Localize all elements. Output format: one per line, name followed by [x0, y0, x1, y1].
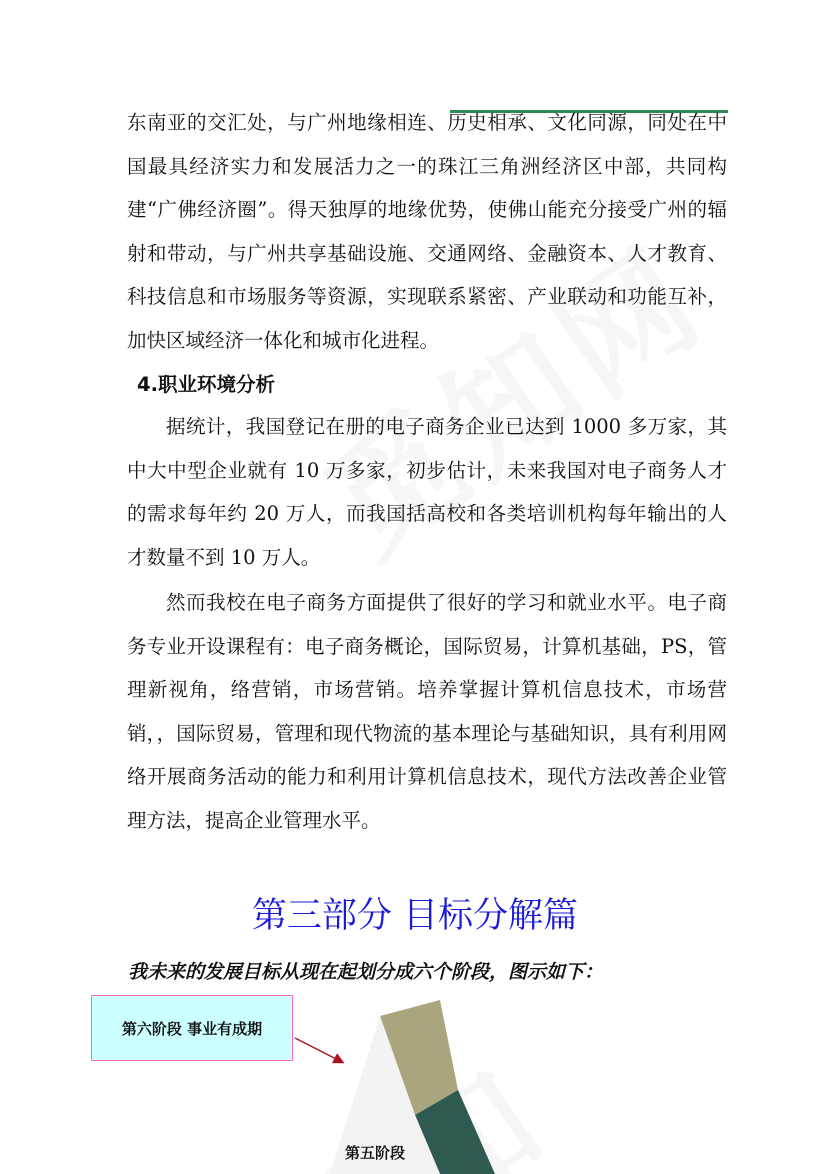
stage-six-box	[91, 995, 293, 1061]
stage-five-label: 第五阶段	[345, 1144, 406, 1162]
paragraph-foshan-location: 东南亚的交汇处，与广州地缘相连、历史相承、文化同源，同处在中国最具经济实力和发展活力之一的珠江三角洲经济区中部，共同构建“广佛经济圈”。得天独厚的地缘优势，使佛山能充分接受广州的辐射和带动，与广州共享基础设施、交通网络、金融资本、人才教育、科技信息和市场服务等资源，实现联系紧密、产业联动和功能互补，加快区域经济一体化和城市化进程。	[127, 111, 727, 352]
paragraph-school-courses: 然而我校在电子商务方面提供了很好的学习和就业水平。电子商务专业开设课程有：电子商务概论，国际贸易，计算机基础，PS，管理新视角，络营销，市场营销。培养掌握计算机信息技术，市场营销，，国际贸易，管理和现代物流的基本理论与基础知识，具有利用网络开展商务活动的能力和利用计算机信息技术，现代方法改善企业管理方法，提高企业管理水平。	[127, 591, 727, 832]
part-three-title: 第三部分 目标分解篇	[251, 896, 579, 936]
goal-intro-line: 我未来的发展目标从现在起划分成六个阶段，图示如下：	[128, 961, 604, 983]
paragraph-statistics: 据统计，我国登记在册的电子商务企业已达到 1000 多万家，其中大中型企业就有 10 万多家，初步估计，未来我国对电子商务人才的需求每年约 20 万人，而我国括高校和各类培训机构每年输出的人才数量不到 10 万人。	[127, 415, 727, 569]
stage-six-label: 第六阶段 事业有成期	[121, 1019, 263, 1038]
pointer-arrow	[295, 1038, 342, 1062]
section-heading-career-environment: 4.职业环境分析	[137, 373, 275, 396]
stage-pyramid-diagram	[290, 1000, 530, 1174]
